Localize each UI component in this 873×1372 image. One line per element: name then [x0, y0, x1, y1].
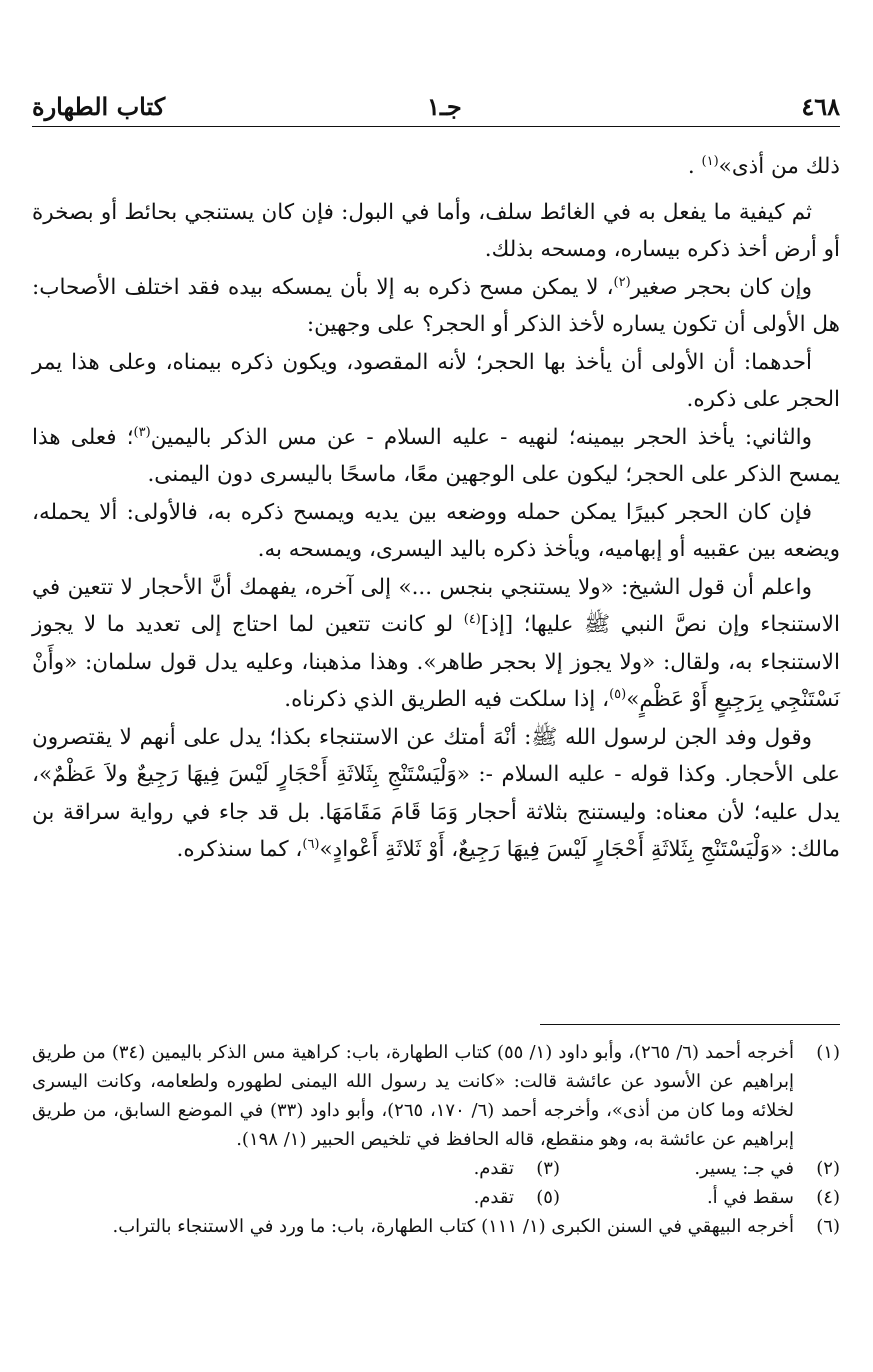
footnote-marker: (٦): [302, 836, 320, 852]
footnote-text: أخرجه البيهقي في السنن الكبرى (١/ ١١١) كتاب الطهارة، باب: ما ورد في الاستنجاء بالتراب.: [112, 1216, 794, 1237]
footnote-text: سقط في أ.: [706, 1187, 794, 1208]
main-text: [32, 148, 840, 869]
paragraph: [32, 719, 840, 869]
footnote-number: (١): [816, 1042, 840, 1063]
footnote: [32, 1038, 840, 1154]
footnote-marker: (٥): [609, 686, 627, 702]
footnote-divider: [540, 1024, 840, 1025]
paragraph-text: ، إذا سلكت فيه الطريق الذي ذكرناه.: [284, 687, 610, 712]
footnote-text: تقدم.: [473, 1187, 514, 1208]
paragraph: [32, 569, 840, 719]
footnote-marker: (٣): [133, 424, 151, 440]
paragraph-text: وقول وفد الجن لرسول الله ﷺ: أنْهَ أمتك عن الاستنجاء بكذا؛ يدل على أنهم لا يقتصرون على الأحجار. وكذا قوله - عليه السلام -: «وَلْيَسْتَنْجِ بِثَلاثَةِ أَحْجَارٍ لَيْسَ فِيهَا رَجِيعٌ ولاَ عَظْمٌ»، يدل عليه؛ لأن معناه: وليستنج بثلاثة أحجار وَمَا قَامَ مَقَامَهَا. بل قد جاء في رواية سراقة بن مالك: «وَلْيَسْتَنْجِ بِثَلاثَةِ أَحْجَارٍ لَيْسَ فِيهَا رَجِيعٌ، أَوْ ثَلاثَةِ أَعْوادٍ»: [32, 724, 840, 862]
paragraph-text: ذلك من أذى»: [718, 154, 840, 179]
footnote: [32, 1212, 840, 1241]
paragraph-text: ، كما سنذكره.: [176, 837, 303, 862]
paragraph: [32, 148, 840, 186]
footnote-row: [32, 1154, 840, 1183]
footnote: [560, 1183, 840, 1212]
paragraph: ثم كيفية ما يفعل به في الغائط سلف، وأما في البول: فإن كان يستنجي بحائط أو بصخرة أو أرض أخذ ذكره بيساره، ومسحه بذلك.: [32, 199, 840, 262]
paragraph-text: ، لا يمكن مسح ذكره به إلا بأن يمسكه بيده فقد اختلف الأصحاب: هل الأولى أن تكون يساره لأخذ الذكر أو الحجر؟ على وجهين:: [32, 274, 840, 337]
footnote-text: في جـ: يسير.: [694, 1158, 794, 1179]
book-title: كتاب الطهارة: [32, 92, 166, 121]
footnote-number: (٤): [816, 1187, 840, 1208]
volume-label: جـ١: [427, 92, 462, 121]
footnote: [280, 1183, 560, 1212]
paragraph: [32, 419, 840, 494]
footnote-marker: (١): [701, 153, 719, 169]
footnotes-section: [32, 1038, 840, 1241]
footnote-row: [32, 1183, 840, 1212]
footnote-number: (٢): [816, 1158, 840, 1179]
footnote-number: (٦): [816, 1216, 840, 1237]
footnote: [280, 1154, 560, 1183]
paragraph-text: .: [687, 154, 702, 179]
footnote: [560, 1154, 840, 1183]
paragraph: [32, 269, 840, 344]
running-header: [32, 86, 840, 127]
paragraph-text: وإن كان بحجر صغير: [630, 274, 812, 300]
paragraph: فإن كان الحجر كبيرًا يمكن حمله ووضعه بين يديه ويمسح ذكره به، فالأولى: ألا يحمله، ويضعه بين عقبيه أو إبهاميه، ويأخذ ذكره باليد اليسرى، ويمسحه به.: [32, 499, 840, 562]
paragraph-text: ؛ فعلى هذا يمسح الذكر على الحجر؛ ليكون على الوجهين معًا، ماسحًا باليسرى دون اليمنى.: [32, 424, 840, 487]
paragraph-text: واعلم أن قول الشيخ: «ولا يستنجي بنجس ...» إلى آخره، يفهمك أنَّ الأحجار لا تتعين في الاستنجاء وإن نصَّ النبي ﷺ عليها؛ [إذ]: [32, 574, 840, 637]
footnote-marker: (٤): [463, 611, 481, 627]
footnote-number: (٣): [536, 1158, 560, 1179]
footnote-text: تقدم.: [473, 1158, 514, 1179]
paragraph-text: والثاني: يأخذ الحجر بيمينه؛ لنهيه - عليه السلام - عن مس الذكر باليمين: [150, 424, 812, 450]
paragraph: أحدهما: أن الأولى أن يأخذ بها الحجر؛ لأنه المقصود، ويكون ذكره بيمناه، وعلى هذا يمر الحجر على ذكره.: [32, 349, 840, 412]
footnote-number: (٥): [536, 1187, 560, 1208]
footnote-text: أخرجه أحمد (٦/ ٢٦٥)، وأبو داود (١/ ٥٥) كتاب الطهارة، باب: كراهية مس الذكر باليمين (٣٤) من طريق إبراهيم عن الأسود عن عائشة قالت: «كانت يد رسول الله اليمنى لطهوره ولطعامه، وكانت اليسرى لخلائه وما كان من أذى»، وأخرجه أحمد (٦/ ١٧٠، ٢٦٥)، وأبو داود (٣٣) في الموضع السابق، من طريق إبراهيم عن عائشة به، وهو منقطع، قاله الحافظ في تلخيص الحبير (١/ ١٩٨).: [32, 1042, 794, 1150]
footnote-marker: (٢): [613, 274, 631, 290]
paragraph-text: لو كانت تتعين لما احتاج إلى تعديد ما لا يجوز الاستنجاء به، ولقال: «ولا يجوز إلا بحجر طاهر». وهذا مذهبنا، وعليه يدل قول سلمان: «وأَنْ نَسْتَنْجِي بِرَجِيعٍ أَوْ عَظْمٍ»: [32, 612, 840, 712]
page-number: ٤٦٨: [801, 92, 840, 121]
